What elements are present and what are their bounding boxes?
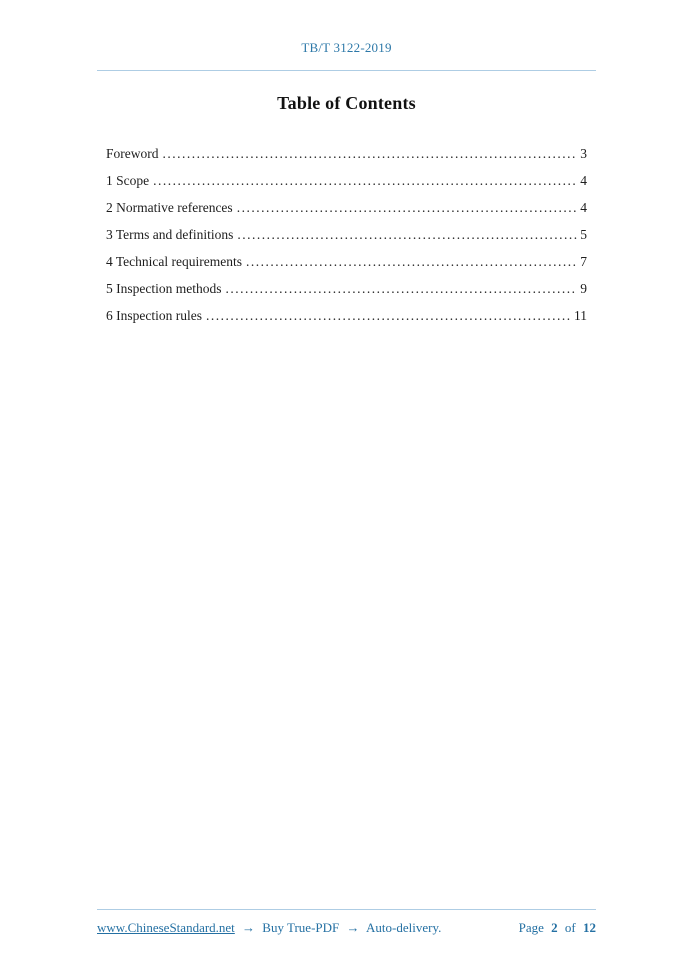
toc-dot-leader <box>225 281 577 297</box>
toc-entry-foreword <box>106 146 587 173</box>
footer-divider <box>97 909 596 910</box>
toc-entry-label: 6 Inspection rules <box>106 308 202 323</box>
toc-entry-label: Foreword <box>106 146 159 161</box>
arrow-icon: → <box>346 920 360 935</box>
page-footer <box>97 909 596 936</box>
table-of-contents <box>97 146 596 335</box>
header-divider <box>97 70 596 71</box>
toc-dot-leader <box>237 227 577 243</box>
toc-entry-label: 1 Scope <box>106 173 150 188</box>
page-indicator-of: of <box>564 920 576 935</box>
current-page-number: 2 <box>551 920 558 935</box>
toc-entry-inspection-rules <box>106 308 587 335</box>
total-page-number: 12 <box>583 920 596 935</box>
toc-entry-normative-references <box>106 200 587 227</box>
page-title: Table of Contents <box>277 93 416 113</box>
toc-dot-leader <box>206 308 571 324</box>
toc-dot-leader <box>163 146 578 162</box>
toc-entry-label: 4 Technical requirements <box>106 254 243 269</box>
arrow-icon: → <box>242 920 256 935</box>
toc-dot-leader <box>153 173 577 189</box>
toc-entry-page: 4 <box>580 173 587 188</box>
page-content <box>97 40 596 335</box>
toc-entry-page: 3 <box>580 146 587 161</box>
toc-entry-label: 3 Terms and definitions <box>106 227 234 242</box>
website-link[interactable]: www.ChineseStandard.net <box>97 920 235 935</box>
footer-promo <box>97 920 441 936</box>
toc-dot-leader <box>246 254 577 270</box>
toc-entry-technical-requirements <box>106 254 587 281</box>
footer-buy-text: Buy True-PDF <box>262 920 340 935</box>
footer-row <box>97 920 596 936</box>
page-indicator-label: Page <box>518 920 544 935</box>
toc-entry-label: 2 Normative references <box>106 200 233 215</box>
page-indicator <box>519 920 596 936</box>
toc-dot-leader <box>237 200 578 216</box>
toc-entry-page: 11 <box>574 308 587 323</box>
header-doc-number: TB/T 3122-2019 <box>301 40 392 55</box>
toc-entry-page: 9 <box>580 281 587 296</box>
toc-entry-page: 4 <box>580 200 587 215</box>
footer-delivery-text: Auto-delivery. <box>366 920 442 935</box>
toc-entry-inspection-methods <box>106 281 587 308</box>
toc-entry-page: 5 <box>580 227 587 242</box>
toc-entry-label: 5 Inspection methods <box>106 281 222 296</box>
toc-entry-page: 7 <box>580 254 587 269</box>
toc-entry-terms-definitions <box>106 227 587 254</box>
toc-entry-scope <box>106 173 587 200</box>
